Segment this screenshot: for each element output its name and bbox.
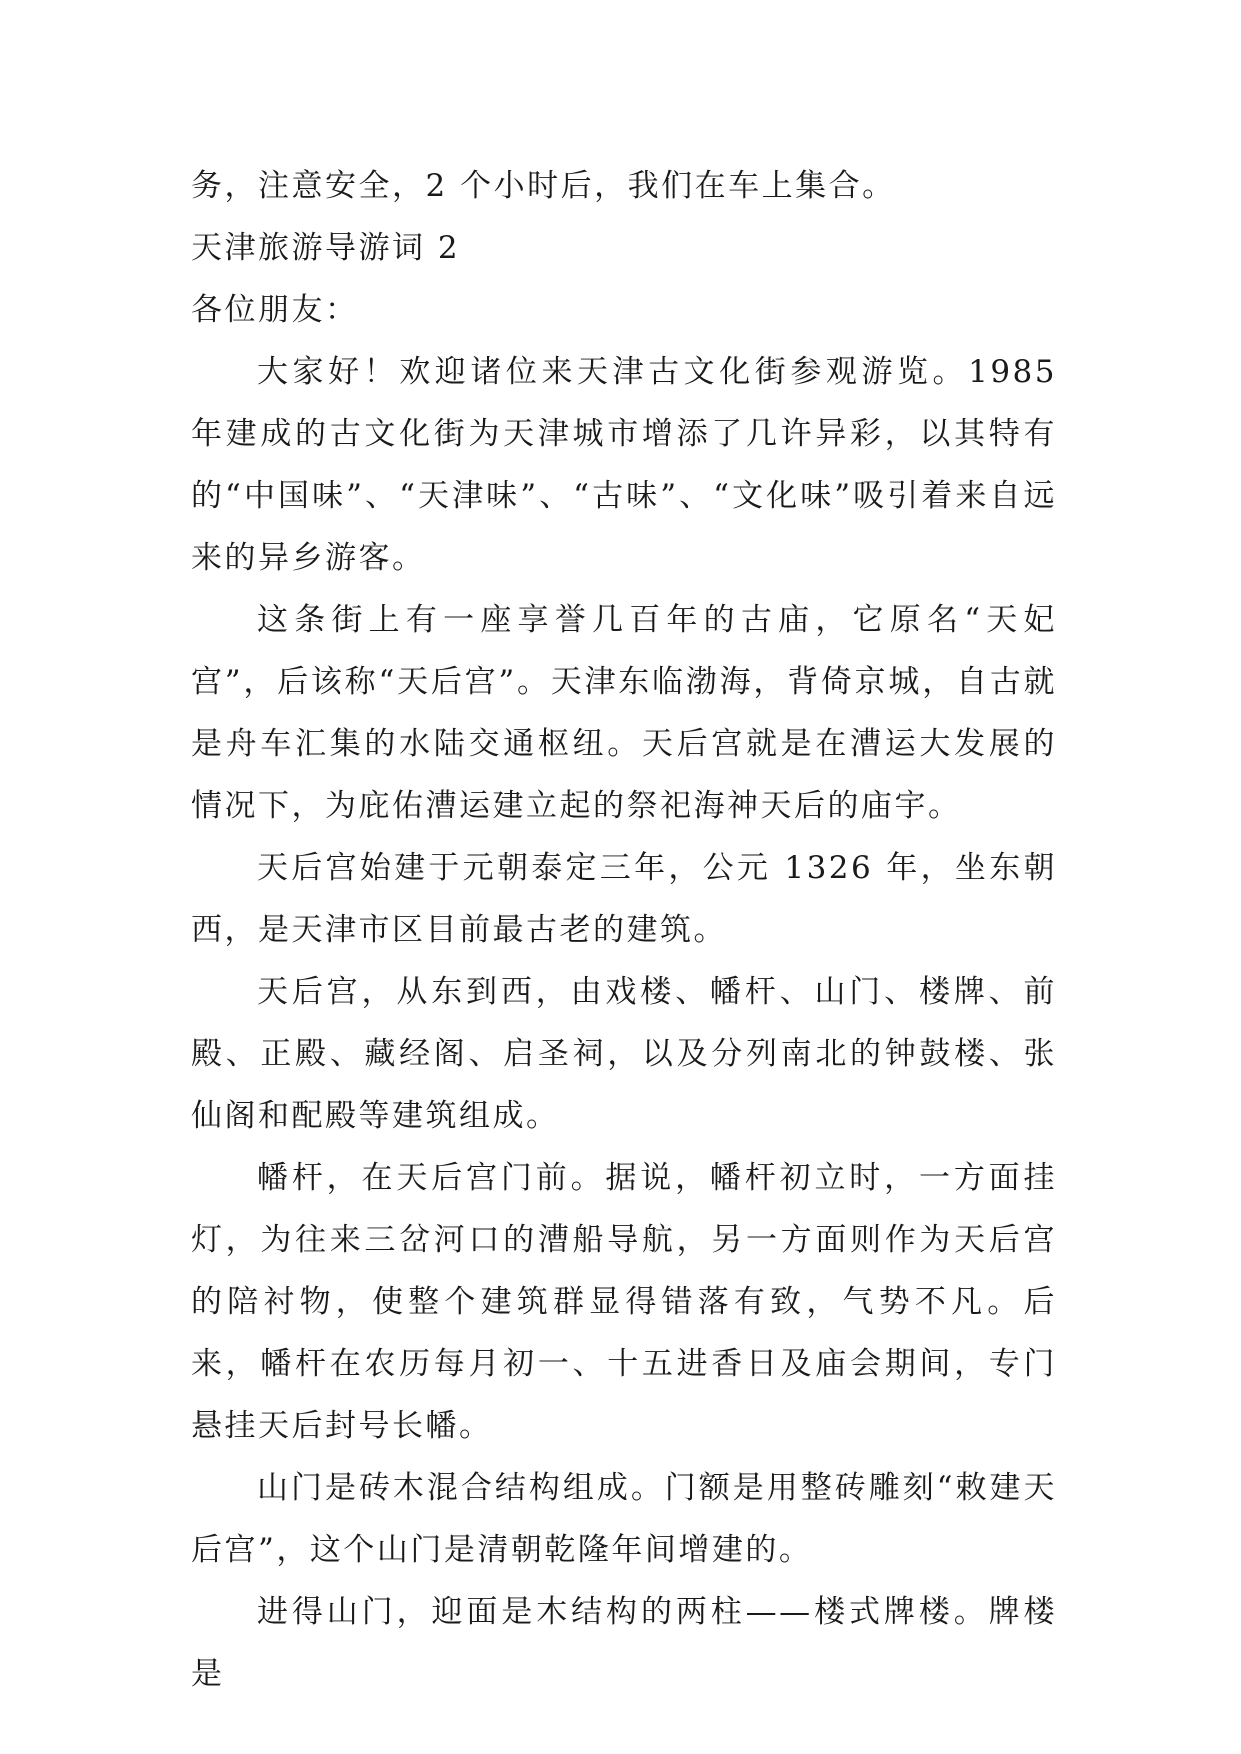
paragraph-archway: 进得山门，迎面是木结构的两柱——楼式牌楼。牌楼是 [191,1594,1057,1692]
section-heading: 天津旅游导游词 2 [191,230,461,266]
paragraph-construction-date: 天后宫始建于元朝泰定三年，公元 1326 年，坐东朝西，是天津市区目前最古老的建筑。 [191,850,1057,948]
continuation-line: 务，注意安全，2 个小时后，我们在车上集合。 [191,168,896,204]
paragraph-layout: 天后宫，从东到西，由戏楼、幡杆、山门、楼牌、前殿、正殿、藏经阁、启圣祠，以及分列南北的钟鼓楼、张仙阁和配殿等建筑组成。 [191,974,1057,1134]
paragraph-welcome: 大家好！欢迎诸位来天津古文化街参观游览。1985 年建成的古文化街为天津城市增添了几许异彩，以其特有的“中国味”、“天津味”、“古味”、“文化味”吸引着来自远来的异乡游客。 [191,354,1057,576]
paragraph-flagpole: 幡杆，在天后宫门前。据说，幡杆初立时，一方面挂灯，为往来三岔河口的漕船导航，另一方面则作为天后宫的陪衬物，使整个建筑群显得错落有致，气势不凡。后来，幡杆在农历每月初一、十五进香日及庙会期间，专门悬挂天后封号长幡。 [191,1160,1057,1444]
paragraph-gate: 山门是砖木混合结构组成。门额是用整砖雕刻“敕建天后宫”，这个山门是清朝乾隆年间增建的。 [191,1470,1057,1568]
paragraph-temple-origin: 这条街上有一座享誉几百年的古庙，它原名“天妃宫”，后该称“天后宫”。天津东临渤海，背倚京城，自古就是舟车汇集的水陆交通枢纽。天后宫就是在漕运大发展的情况下，为庇佑漕运建立起的祭祀海神天后的庙宇。 [191,602,1057,824]
salutation: 各位朋友： [191,292,359,328]
document-page [191,155,1057,1705]
